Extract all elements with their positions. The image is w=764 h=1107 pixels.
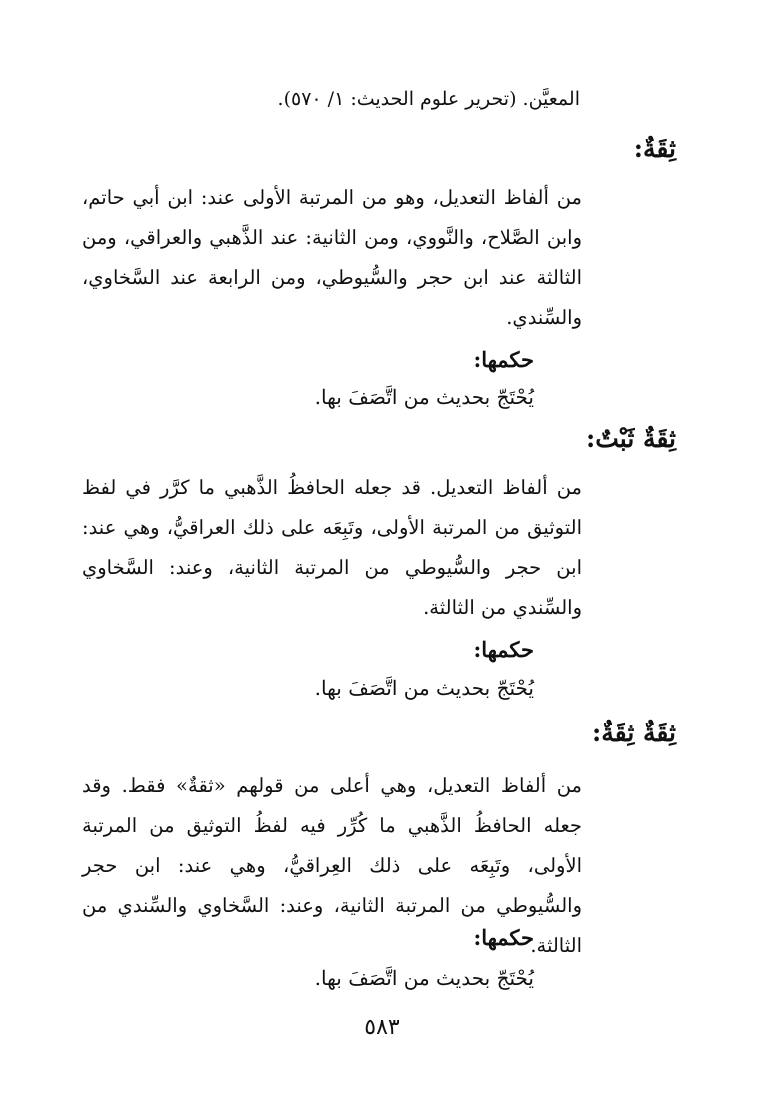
ruling-label: حكمها: bbox=[473, 347, 534, 372]
ruling-text: يُحْتَجّ بحديث من اتَّصَفَ بها. bbox=[314, 676, 534, 700]
intro-line: المعيَّن. (تحرير علوم الحديث: ١/ ٥٧٠). bbox=[277, 88, 580, 110]
ruling-text: يُحْتَجّ بحديث من اتَّصَفَ بها. bbox=[314, 966, 534, 990]
page-number: ٥٨٣ bbox=[364, 1015, 400, 1040]
entry-heading: ثِقَةٌ ثِقَةٌ: bbox=[592, 718, 676, 747]
entry-heading: ثِقَةٌ ثَبْتٌ: bbox=[586, 424, 676, 453]
entry-definition: من ألفاظ التعديل، وهي أعلى من قولهم «ثقةٌ» فقط. وقد جعله الحافظُ الذَّهبي ما كُرِّر فيه لفظُ التوثيق من المرتبة الأولى، وتَبِعَه على ذلك العِراقيُّ، وهي عند: ابن حجر والسُّيوطي من المرتبة الثانية، وعند: السَّخاوي والسِّندي من الثالثة. bbox=[82, 774, 582, 957]
entry-definition: من ألفاظ التعديل. قد جعله الحافظُ الذَّهبي ما كرَّر في لفظ التوثيق من المرتبة الأولى، وتَبِعَه على ذلك العراقيُّ، وهي عند: ابن حجر والسُّيوطي من المرتبة الثانية، وعند: السَّخاوي والسِّندي من الثالثة. bbox=[82, 476, 582, 619]
entry-definition: من ألفاظ التعديل، وهو من المرتبة الأولى عند: ابن أبي حاتم، وابن الصَّلاح، والنَّووي، ومن الثانية: عند الذَّهبي والعراقي، ومن الثالثة عند ابن حجر والسُّيوطي، ومن الرابعة عند السَّخاوي، والسِّندي. bbox=[82, 186, 582, 329]
ruling-label: حكمها: bbox=[473, 925, 534, 950]
ruling-text: يُحْتَجّ بحديث من اتَّصَفَ بها. bbox=[314, 385, 534, 409]
entry-heading: ثِقَةٌ: bbox=[633, 134, 676, 163]
ruling-label: حكمها: bbox=[473, 637, 534, 662]
